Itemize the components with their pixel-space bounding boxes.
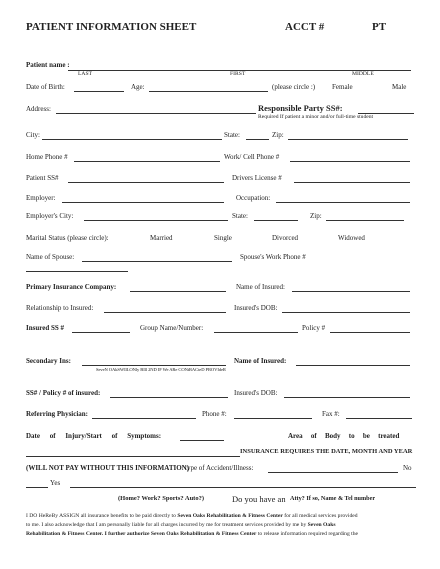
acct-label: ACCT # xyxy=(285,21,325,33)
employer-label: Employer: xyxy=(26,194,56,202)
date-of-injury-field[interactable] xyxy=(180,440,224,441)
assignment-line-2 xyxy=(26,523,336,529)
area-of-body-label: Area of Body to be treated xyxy=(288,432,400,440)
name-of-insured-field[interactable] xyxy=(292,291,410,292)
responsible-party-note: Required If patient a minor and/or full-time student xyxy=(258,114,374,120)
attorney-question: Do you have an xyxy=(232,494,286,504)
relationship-field[interactable] xyxy=(104,312,226,313)
physician-fax-label: Fax #: xyxy=(322,410,340,418)
employer-field[interactable] xyxy=(62,202,224,203)
secondary-name-of-insured-label: Name of Insured: xyxy=(234,357,287,365)
gender-instruction: (please circle :) xyxy=(272,83,316,91)
assignment-line-1 xyxy=(26,514,358,520)
zip-field[interactable] xyxy=(288,139,408,140)
drivers-license-label: Drivers License # xyxy=(232,174,282,182)
accident-yes-checkline[interactable] xyxy=(26,487,48,488)
secondary-ins-field[interactable] xyxy=(82,365,226,366)
policy-field[interactable] xyxy=(330,332,410,333)
clinic-name: Rehabilitation & Fitness Center. I further authorize Seven Oaks Rehabilitation & Fitness Center xyxy=(26,531,257,537)
secondary-name-of-insured-field[interactable] xyxy=(296,365,410,366)
patient-ss-field[interactable] xyxy=(68,182,224,183)
primary-insurance-field[interactable] xyxy=(130,291,226,292)
insured-dob-field[interactable] xyxy=(282,312,410,313)
clinic-name: Seven Oaks Rehabilitation & Fitness Center xyxy=(177,513,283,519)
state-field[interactable] xyxy=(246,139,269,140)
last-name-caption: LAST xyxy=(78,71,92,77)
group-name-label: Group Name/Number: xyxy=(140,324,204,332)
patient-ss-label: Patient SS# xyxy=(26,174,59,182)
work-cell-phone-label: Work/ Cell Phone # xyxy=(224,153,280,161)
secondary-insured-dob-field[interactable] xyxy=(284,397,410,398)
ss-policy-field[interactable] xyxy=(110,397,228,398)
physician-fax-field[interactable] xyxy=(346,418,412,419)
seven-oaks-billing-note: SeveN OAkSWIlLONly BIll 2ND IF We ARe CONtRACteD PROVIdeR xyxy=(96,367,226,372)
responsible-party-label: Responsible Party SS#: xyxy=(258,103,343,113)
home-phone-label: Home Phone # xyxy=(26,153,68,161)
primary-insurance-label: Primary Insurance Company: xyxy=(26,283,117,291)
city-field[interactable] xyxy=(42,139,222,140)
marital-divorced-option[interactable]: Divorced xyxy=(272,234,299,242)
spouse-name-field-continued[interactable] xyxy=(26,271,128,272)
employers-city-label: Employer's City: xyxy=(26,212,74,220)
employer-state-label: State: xyxy=(232,212,248,220)
relationship-label: Relationship to Insured: xyxy=(26,304,94,312)
insured-ss-field[interactable] xyxy=(72,332,130,333)
employer-state-field[interactable] xyxy=(254,220,298,221)
group-name-field[interactable] xyxy=(214,332,298,333)
spouse-name-label: Name of Spouse: xyxy=(26,253,75,261)
address-field[interactable] xyxy=(56,113,256,114)
age-label: Age: xyxy=(131,83,145,91)
secondary-insured-dob-label: Insured's DOB: xyxy=(234,389,278,397)
occupation-label: Occupation: xyxy=(236,194,271,202)
assignment-text: to me. I also acknowledge that I am personally liable for all charges incurred by me for treatment services provided by me by xyxy=(26,522,307,528)
employer-zip-field[interactable] xyxy=(326,220,404,221)
accident-context-hint: (Home? Work? Sports? Auto?) xyxy=(118,495,205,502)
assignment-text: to release information required regarding the xyxy=(257,531,359,537)
insurance-requires-note: INSURANCE REQUIRES THE DATE, MONTH AND YEAR xyxy=(240,448,413,455)
address-label: Address: xyxy=(26,105,51,113)
attorney-detail-label: Atty? If so, Name & Tel number xyxy=(290,495,376,502)
accident-type-field[interactable] xyxy=(268,472,398,473)
policy-label: Policy # xyxy=(302,324,326,332)
accident-detail-field[interactable] xyxy=(70,487,416,488)
city-label: City: xyxy=(26,131,41,139)
page-title: PATIENT INFORMATION SHEET xyxy=(26,21,197,33)
marital-single-option[interactable]: Single xyxy=(214,234,232,242)
dob-label: Date of Birth: xyxy=(26,83,65,91)
accident-no-option[interactable]: No xyxy=(403,464,412,472)
state-label: State: xyxy=(224,131,240,139)
assignment-line-3 xyxy=(26,532,358,538)
assignment-text: I DO HeReBy ASSIGN all insurance benefits to be paid directly to xyxy=(26,513,176,519)
marital-married-option[interactable]: Married xyxy=(150,234,173,242)
referring-physician-label: Referring Physician: xyxy=(26,410,89,418)
dob-field[interactable] xyxy=(74,91,124,92)
employers-city-field[interactable] xyxy=(84,220,228,221)
marital-widowed-option[interactable]: Widowed xyxy=(338,234,365,242)
date-of-injury-label: Date of Injury/Start of Symptoms: xyxy=(26,432,162,440)
patient-name-label: Patient name : xyxy=(26,61,70,69)
work-cell-phone-field[interactable] xyxy=(290,161,410,162)
gender-female-option[interactable]: Female xyxy=(332,83,353,91)
zip-label: Zip: xyxy=(272,131,284,139)
secondary-ins-label: Secondary Ins: xyxy=(26,357,71,365)
pt-label: PT xyxy=(372,21,387,33)
employer-zip-label: Zip: xyxy=(310,212,322,220)
drivers-license-field[interactable] xyxy=(294,182,410,183)
assignment-text: for all medical services provided xyxy=(284,513,358,519)
name-of-insured-label: Name of Insured: xyxy=(236,283,285,291)
marital-status-label: Marital Status (please circle): xyxy=(26,234,109,242)
physician-phone-field[interactable] xyxy=(234,418,312,419)
insured-ss-label: Insured SS # xyxy=(26,324,65,332)
ss-policy-label: SS# / Policy # of insured: xyxy=(26,389,101,397)
accident-type-label: type of Accident/Illness: xyxy=(185,464,254,472)
spouse-name-field[interactable] xyxy=(82,261,232,262)
gender-male-option[interactable]: Male xyxy=(392,83,407,91)
referring-physician-field[interactable] xyxy=(92,418,196,419)
home-phone-field[interactable] xyxy=(74,161,220,162)
age-field[interactable] xyxy=(149,91,268,92)
area-of-body-field[interactable] xyxy=(26,456,240,457)
will-not-pay-note: (WILL NOT PAY WITHOUT THIS INFORMATION) xyxy=(26,464,190,472)
clinic-name: Seven Oaks xyxy=(307,522,336,528)
first-name-caption: FIRST xyxy=(230,71,246,77)
insured-dob-label: Insured's DOB: xyxy=(234,304,278,312)
accident-yes-option[interactable]: Yes xyxy=(50,479,61,487)
spouse-work-phone-label: Spouse's Work Phone # xyxy=(240,253,306,261)
physician-phone-label: Phone #: xyxy=(202,410,227,418)
middle-name-caption: MIDDLE xyxy=(352,71,374,77)
occupation-field[interactable] xyxy=(276,202,410,203)
